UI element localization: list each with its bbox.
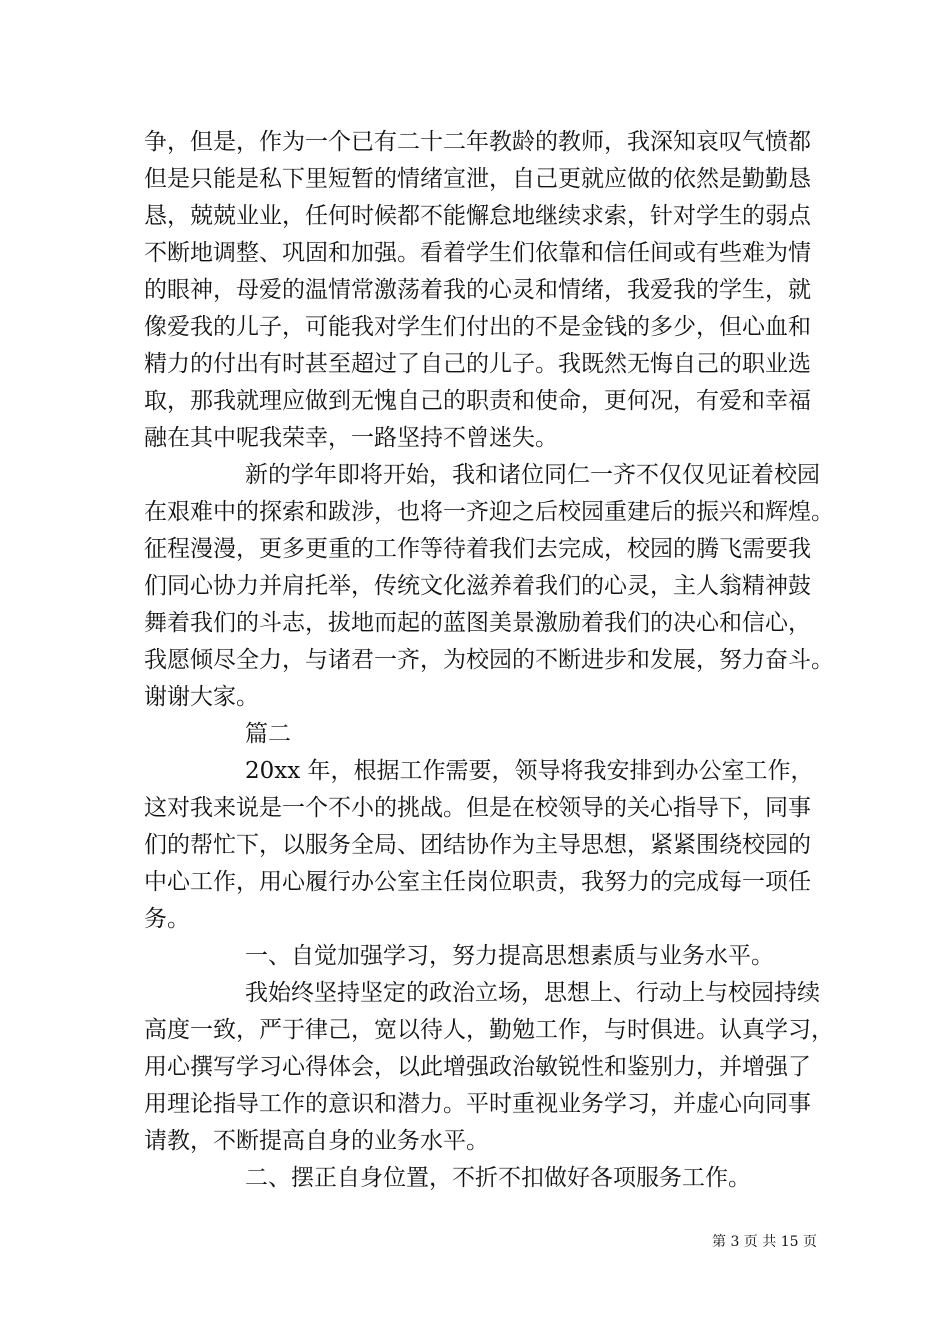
text-line: 取，那我就理应做到无愧自己的职责和使命，更何况，有爱和幸福 [144,388,811,414]
text-line: 这对我来说是一个不小的挑战。但是在校领导的关心指导下，同事 [144,795,811,821]
text-line: 们同心协力并肩托举，传统文化滋养着我们的心灵，主人翁精神鼓 [144,573,811,599]
text-line: 用理论指导工作的意识和潜力。平时重视业务学习，并虚心向同事 [144,1091,811,1117]
text-line: 的眼神，母爱的温情常激荡着我的心灵和情绪，我爱我的学生，就 [144,277,811,303]
text-line: 争，但是，作为一个已有二十二年教龄的教师，我深知哀叹气愤都 [144,129,811,155]
text-line: 们的帮忙下，以服务全局、团结协作为主导思想，紧紧围绕校园的 [144,832,811,858]
text-line: 在艰难中的探索和跋涉，也将一齐迎之后校园重建后的振兴和辉煌。 [144,499,834,525]
paragraph-start-line: 20xx 年，根据工作需要，领导将我安排到办公室工作， [245,758,814,784]
text-line: 中心工作，用心履行办公室主任岗位职责，我努力的完成每一项任 [144,869,811,895]
paragraph-start-line: 新的学年即将开始，我和诸位同仁一齐不仅仅见证着校园 [245,462,820,488]
text-line: 恳，兢兢业业，任何时候都不能懈怠地继续求索，针对学生的弱点 [144,203,811,229]
subsection-heading: 一、自觉加强学习，努力提高思想素质与业务水平。 [245,943,774,969]
subsection-heading: 二、摆正自身位置，不折不扣做好各项服务工作。 [245,1165,751,1191]
text-line: 征程漫漫，更多更重的工作等待着我们去完成，校园的腾飞需要我 [144,536,811,562]
text-line: 舞着我们的斗志，拔地而起的蓝图美景激励着我们的决心和信心， [144,610,811,636]
text-line: 但是只能是私下里短暂的情绪宣泄，自己更就应做的依然是勤勤恳 [144,166,811,192]
text-line: 请教，不断提高自身的业务水平。 [144,1128,489,1154]
page-number-footer: 第 3 页 共 15 页 [712,1234,817,1250]
text-line: 用心撰写学习心得体会，以此增强政治敏锐性和鉴别力，并增强了 [144,1054,811,1080]
section-heading: 篇二 [245,721,291,747]
text-line: 精力的付出有时甚至超过了自己的儿子。我既然无悔自己的职业选 [144,351,811,377]
text-line: 高度一致，严于律己，宽以待人，勤勉工作，与时俱进。认真学习， [144,1017,834,1043]
text-line: 像爱我的儿子，可能我对学生们付出的不是金钱的多少，但心血和 [144,314,811,340]
paragraph-start-line: 我始终坚持坚定的政治立场，思想上、行动上与校园持续 [245,980,820,1006]
text-line: 谢谢大家。 [144,684,259,710]
text-line: 不断地调整、巩固和加强。看着学生们依靠和信任间或有些难为情 [144,240,811,266]
text-line: 务。 [144,906,190,932]
text-line: 融在其中呢我荣幸，一路坚持不曾迷失。 [144,425,558,451]
text-line: 我愿倾尽全力，与诸君一齐，为校园的不断进步和发展，努力奋斗。 [144,647,834,673]
